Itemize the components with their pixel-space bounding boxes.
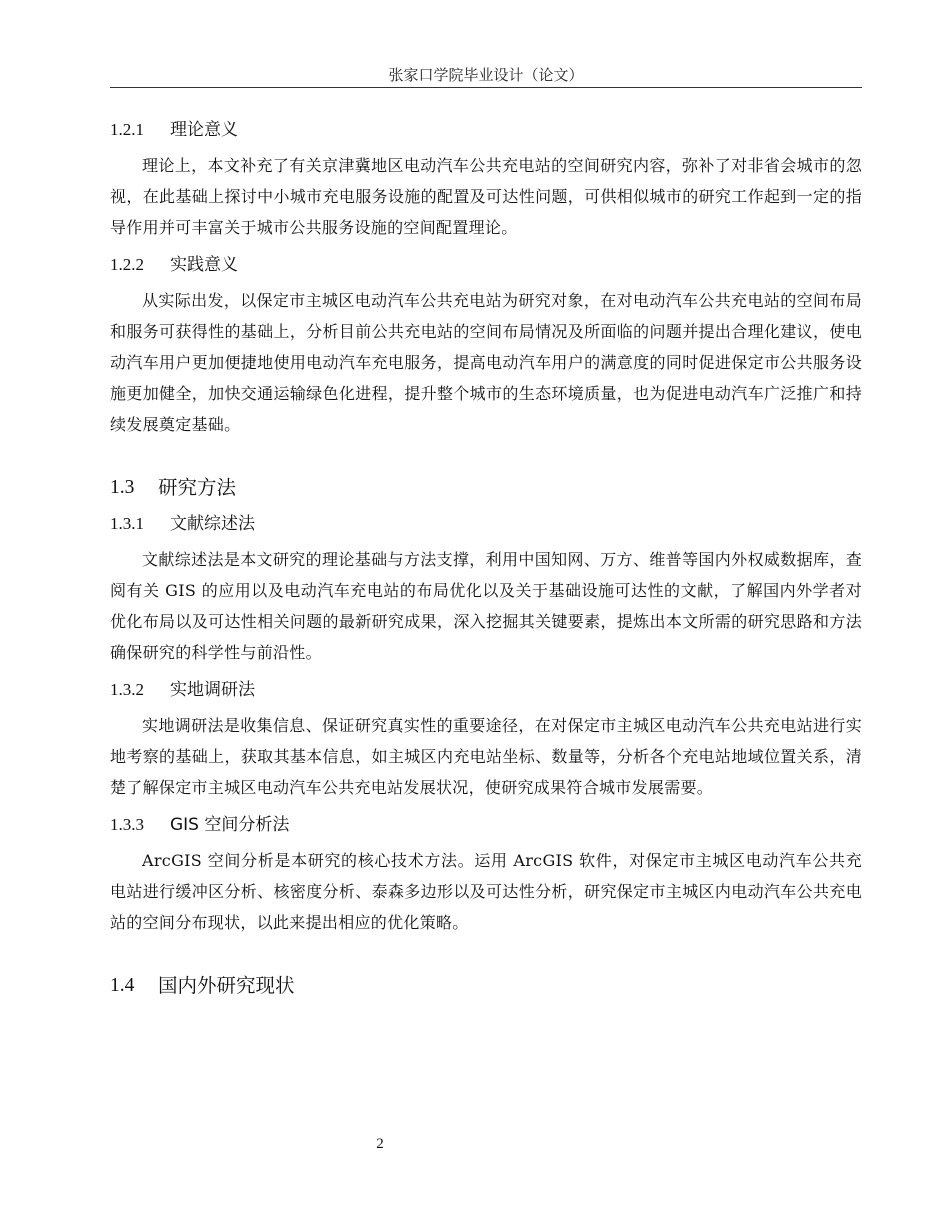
section-heading-1-4 (110, 972, 862, 1000)
section-heading-1-3-1 (110, 512, 862, 536)
section-number: 1.4 (110, 975, 135, 996)
section-number: 1.3.1 (110, 514, 144, 533)
section-paragraph: 从实际出发，以保定市主城区电动汽车公共充电站为研究对象，在对电动汽车公共充电站的空间布局和服务可获得性的基础上，分析目前公共充电站的空间布局情况及所面临的问题并提出合理化建议，使电动汽车用户更加便捷地使用电动汽车充电服务，提高电动汽车用户的满意度的同时促进保定市公共服务设施更加健全，加快交通运输绿色化进程，提升整个城市的生态环境质量，也为促进电动汽车广泛推广和持续发展奠定基础。 (110, 291, 862, 434)
page-number: 2 (376, 1136, 384, 1152)
header-rule (110, 87, 862, 88)
section-number: 1.3 (110, 477, 135, 498)
section-number: 1.2.1 (110, 120, 144, 139)
section-paragraph: 实地调研法是收集信息、保证研究真实性的重要途径，在对保定市主城区电动汽车公共充电站进行实地考察的基础上，获取其基本信息，如主城区内充电站坐标、数量等，分析各个充电站地域位置关系，清楚了解保定市主城区电动汽车公共充电站发展状况，使研究成果符合城市发展需要。 (110, 716, 862, 797)
section-heading-1-3 (110, 474, 862, 502)
section-title: 国内外研究现状 (158, 974, 295, 997)
section-title: 理论意义 (170, 120, 238, 140)
section-title: 研究方法 (158, 476, 237, 499)
page-content (110, 112, 862, 1010)
page-header: 张家口学院毕业设计（论文） (388, 66, 584, 84)
section-heading-1-3-3 (110, 813, 862, 837)
section-number: 1.2.2 (110, 255, 144, 274)
section-paragraph: 文献综述法是本文研究的理论基础与方法支撑，利用中国知网、万方、维普等国内外权威数据库，查阅有关 GIS 的应用以及电动汽车充电站的布局优化以及关于基础设施可达性的文献，了解国内外学者对优化布局以及可达性相关问题的最新研究成果，深入挖掘其关键要素，提炼出本文所需的研究思路和方法确保研究的科学性与前沿性。 (110, 550, 862, 662)
section-heading-1-2-1 (110, 118, 862, 142)
section-title: GIS 空间分析法 (170, 815, 290, 835)
section-title: 实地调研法 (170, 680, 255, 700)
section-title: 文献综述法 (170, 514, 255, 534)
section-paragraph: 理论上，本文补充了有关京津冀地区电动汽车公共充电站的空间研究内容，弥补了对非省会城市的忽视，在此基础上探讨中小城市充电服务设施的配置及可达性问题，可供相似城市的研究工作起到一定的指导作用并可丰富关于城市公共服务设施的空间配置理论。 (110, 156, 862, 237)
section-number: 1.3.2 (110, 680, 144, 699)
section-paragraph: ArcGIS 空间分析是本研究的核心技术方法。运用 ArcGIS 软件，对保定市主城区电动汽车公共充电站进行缓冲区分析、核密度分析、泰森多边形以及可达性分析，研究保定市主城区内电动汽车公共充电站的空间分布现状，以此来提出相应的优化策略。 (110, 851, 862, 932)
section-heading-1-2-2 (110, 253, 862, 277)
section-title: 实践意义 (170, 255, 238, 275)
section-number: 1.3.3 (110, 815, 144, 834)
section-heading-1-3-2 (110, 678, 862, 702)
